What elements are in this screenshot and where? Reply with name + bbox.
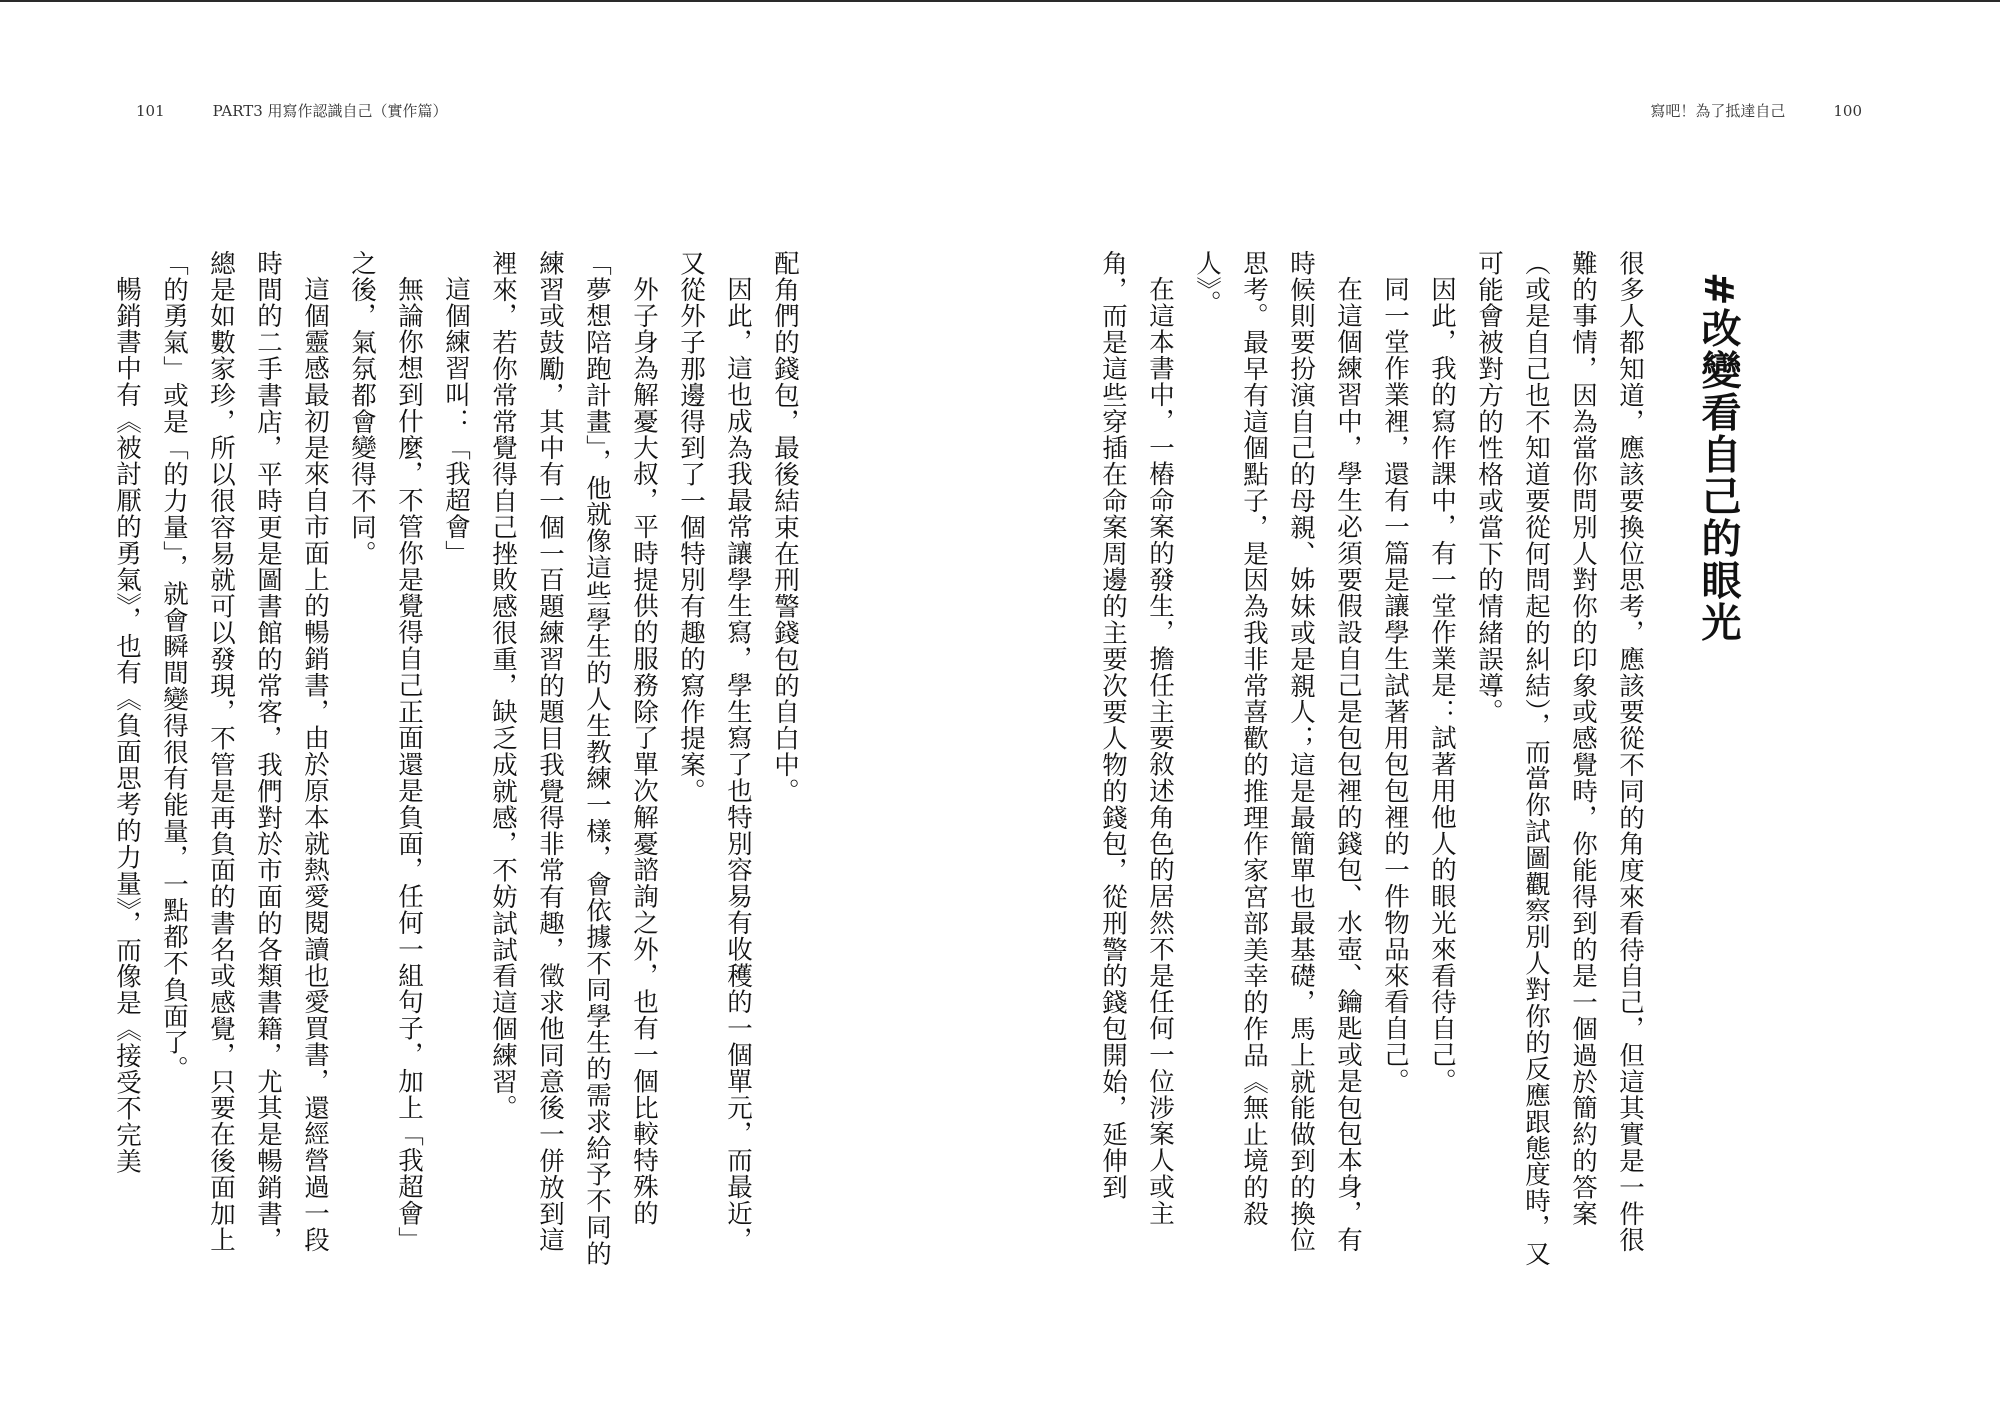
right-page-body bbox=[1098, 250, 1745, 1275]
paragraph: 無論你想到什麼，不管你是覺得自己正面還是負面，任何一組句子，加上「我超會」之後，氣氛都會變得不同。 bbox=[347, 250, 424, 1253]
paragraph: 外子身為解憂大叔，平時提供的服務除了單次解憂諮詢之外，也有一個比較特殊的「夢想陪跑計畫」，他就像這些學生的人生教練一樣，會依據不同學生的需求給予不同的練習或鼓勵，其中有一個一百題練習的題目我覺得非常有趣，徵求他同意後一併放到這裡來，若你常常覺得自己挫敗感很重，缺乏成就感，不妨試試看這個練習。 bbox=[488, 250, 659, 1267]
book-spread bbox=[0, 250, 2000, 1275]
paragraph: 因此，我的寫作課中，有一堂作業是：試著用他人的眼光來看待自己。 bbox=[1427, 275, 1457, 1094]
right-page-header bbox=[1650, 100, 1862, 121]
paragraph: 這個靈感最初是來自市面上的暢銷書，由於原本就熱愛閱讀也愛買書，還經營過一段時間的二手書店，平時更是圖書館的常客，我們對於市面的各類書籍，尤其是暢銷書，總是如數家珍，所以很容易就可以發現，不管是再負面的書名或感覺，只要在後面加上「的勇氣」或是「的力量」，就會瞬間變得很有能量，一點都不負面了。 bbox=[159, 250, 330, 1254]
paragraph: 同一堂作業裡，還有一篇是讓學生試著用包包裡的一件物品來看自己。 bbox=[1380, 275, 1410, 1094]
section-title: #改變看自己的眼光 bbox=[1695, 272, 1741, 644]
paragraph: 在這本書中，一樁命案的發生，擔任主要敘述角色的居然不是任何一位涉案人或主角，而是這些穿插在命案周邊的主要次要人物的錢包，從刑警的錢包開始，延伸到 bbox=[1098, 250, 1175, 1226]
paragraph: 配角們的錢包，最後結束在刑警錢包的自白中。 bbox=[770, 250, 800, 805]
right-running-title: 寫吧！為了抵達自己 bbox=[1650, 102, 1786, 120]
left-page-header bbox=[136, 100, 448, 121]
paragraph: 暢銷書中有《被討厭的勇氣》，也有《負面思考的力量》，而像是《接受不完美 bbox=[112, 275, 142, 1174]
paragraph: 在這個練習中，學生必須要假設自己是包包裡的錢包、水壺、鑰匙或是包包本身，有時候則要扮演自己的母親、姊妹或是親人；這是最簡單也最基礎，馬上就能做到的換位思考。最早有這個點子，是因為我非常喜歡的推理作家宮部美幸的作品《無止境的殺人》。 bbox=[1192, 250, 1363, 1254]
left-page-body bbox=[112, 250, 808, 1275]
paragraph: 很多人都知道，應該要換位思考，應該要從不同的角度來看待自己，但這其實是一件很難的事情，因為當你問別人對你的印象或感覺時，你能得到的是一個過於簡約的答案（或是自己也不知道要從何問起的糾結），而當你試圖觀察別人對你的反應跟態度時，又可能會被對方的性格或當下的情緒誤導。 bbox=[1474, 250, 1645, 1267]
paragraph: 這個練習叫：「我超會」 bbox=[441, 275, 471, 566]
top-border-rule bbox=[0, 0, 2000, 2]
left-running-title: PART3 用寫作認識自己（實作篇） bbox=[212, 102, 448, 120]
left-page-number: 101 bbox=[136, 102, 165, 120]
paragraph: 因此，這也成為我最常讓學生寫，學生寫了也特別容易有收穫的一個單元，而最近，又從外子那邊得到了一個特別有趣的寫作提案。 bbox=[676, 250, 753, 1253]
right-page-number: 100 bbox=[1833, 102, 1862, 120]
